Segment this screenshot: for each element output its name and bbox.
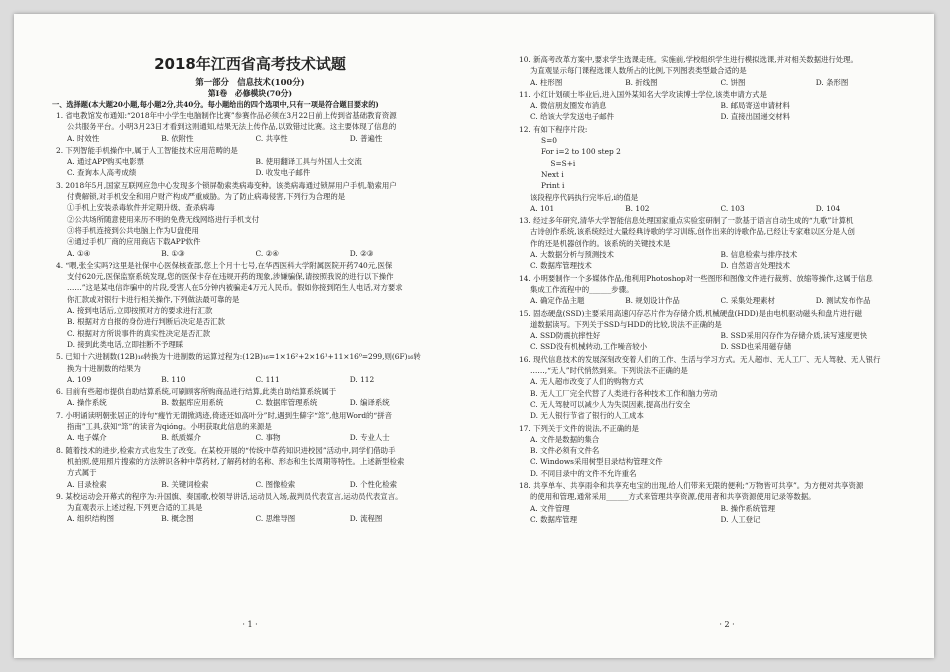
answer-option: B. 数据库应用系统 (161, 398, 224, 408)
question-6 (56, 386, 444, 409)
page-number-2: · 2 · (719, 620, 735, 629)
question-11 (519, 89, 911, 123)
answer-option: D. 个性化检索 (349, 479, 398, 489)
answer-option: A. 109 (67, 374, 92, 384)
options-group (519, 77, 911, 88)
answer-option: C. SSD没有机械转动,工作噪音较小 (530, 342, 648, 352)
options-group (56, 248, 444, 259)
question-13 (519, 215, 911, 271)
question-text-line: 的使用和管理,通常采用______方式来管理共享资源,使用者和共享资源使用记录等数据。 (530, 492, 816, 502)
question-text-line: 18. 共享单车、共享雨伞和共享充电宝的出现,给人们带来无限的便利;“万物皆可共享”。为方便对共享资源 (519, 480, 864, 490)
section-heading: 一、选择题(本大题20小题,每小题2分,共40分。每小题给出的四个选项中,只有一项是符合题目要求的) (52, 100, 379, 109)
answer-option: A. 操作系统 (67, 398, 107, 408)
options-group (519, 376, 911, 421)
answer-option: D. 条形图 (815, 77, 849, 87)
answer-option: C. Windows采用树型目录结构管理文件 (530, 457, 663, 467)
answer-option: A. 文件是数据的集合 (530, 434, 600, 444)
question-text-line: 5. 已知十六进制数(12B)₁₆转换为十进制数的运算过程为:(12B)₁₆=1×16²+2×16¹+11×16⁰=299,则(6F)₁₆转 (56, 352, 421, 362)
options-group (56, 374, 444, 385)
question-text-line: 付费解锁,对手机安全和用户财产构成严重威胁。为了防止病毒侵害,下列行为合理的是 (67, 192, 346, 202)
question-3 (56, 180, 444, 259)
answer-option: B. 无人工厂完全代替了人类进行各种技术工作和脑力劳动 (530, 388, 718, 398)
answer-option: D. 接到此类电话,立即挂断不予理睬 (67, 339, 184, 349)
question-8 (56, 445, 444, 490)
question-5 (56, 351, 444, 385)
question-text-line: 4. “喂,张全实吗?这里是社保中心医保核查部,您上个月十七号,在华西医科大学附属医院开药740元,医保 (56, 260, 393, 270)
answer-option: D. 收发电子邮件 (255, 168, 311, 178)
answer-option: A. 通过APP购买电影票 (67, 157, 145, 167)
question-12 (519, 124, 911, 214)
question-text-line: 14. 小明要制作一个多媒体作品,他利用Photoshop对一些图形和图像文件进行裁剪、放缩等操作,这属于信息 (519, 273, 873, 283)
answer-option: A. SSD防震抗摔性好 (530, 331, 601, 341)
question-text-line: 9. 某校运动会开幕式的程序为:升国旗、奏国歌,校领导讲话,运动员入场,裁判员代表宣言,运动员代表宣言。 (56, 491, 403, 501)
answer-option: D. 测试发布作品 (815, 296, 871, 306)
answer-option: A. 组织结构图 (67, 514, 114, 524)
question-text-line: ②公共场所随意使用来历不明的免费无线网络进行手机支付 (67, 214, 260, 224)
answer-option: C. 采集处理素材 (720, 296, 775, 306)
options-group (56, 156, 444, 179)
answer-option: C. 查询本人高考成绩 (67, 168, 137, 178)
options-group (519, 249, 911, 272)
answer-option: B. 概念图 (161, 514, 194, 524)
question-text-line: 11. 小红计划硕士毕业后,进入国外某知名大学攻读博士学位,该类申请方式是 (519, 89, 767, 99)
question-text-line: 道数据读写。下列关于SSD与HDD的比较,说法不正确的是 (530, 319, 722, 329)
answer-option: A. 电子媒介 (67, 433, 107, 443)
answer-option: D. 专业人士 (349, 433, 390, 443)
question-text-line: 15. 固态硬盘(SSD)主要采用高速闪存芯片作为存储介质,机械硬盘(HDD)是由电机驱动磁头和盘片进行磁 (519, 308, 863, 318)
question-text-line: 为直观表示上述过程,下列更合适的工具是 (67, 503, 203, 513)
options-group (519, 503, 911, 526)
answer-option: C. 根据对方所说事件的真实性决定是否汇款 (67, 328, 211, 338)
answer-option: D. ②③ (349, 248, 374, 258)
answer-option: A. 大数据分析与预测技术 (530, 250, 614, 260)
answer-option: C. 事物 (255, 433, 281, 443)
code-line: Next i (541, 169, 564, 179)
answer-option: A. 目录检索 (67, 479, 107, 489)
question-9 (56, 491, 444, 525)
question-text-line: 13. 经过多年研究,清华大学智能信息处理国家重点实验室研制了一款基于语言自动生成的“九歌”计算机 (519, 216, 854, 226)
answer-option: C. 给该大学发送电子邮件 (530, 112, 614, 122)
question-text-line: 12. 有如下程序片段: (519, 124, 588, 134)
options-group (519, 203, 911, 214)
question-text-line: 6. 目前有些超市提供自助结算系统,可刷顾客所购商品进行结算,此类自助结算系统属于 (56, 387, 337, 397)
answer-option: B. 依附性 (161, 133, 194, 143)
question-text-line: 古诗创作系统,该系统经过大量经典诗歌的学习训练,创作出来的诗歌作品,已经让专家难以区分是人创 (530, 227, 855, 237)
answer-option: B. 102 (625, 203, 650, 213)
question-text-line: 该段程序代码执行完毕后,i的值是 (530, 192, 639, 202)
answer-option: B. 根据对方自报的身份进行判断后决定是否汇款 (67, 317, 225, 327)
question-text-line: 方式属于 (67, 468, 97, 478)
question-text-line: 为直观显示每门课程选课人数所占的比例,下列图表类型最合适的是 (530, 66, 747, 76)
answer-option: B. 关键词检索 (161, 479, 209, 489)
answer-option: B. SSD采用闪存作为存储介质,读写速度更快 (720, 331, 868, 341)
answer-option: C. 饼图 (720, 77, 746, 87)
right-question-list (519, 54, 911, 525)
answer-option: C. 数据库管理系统 (255, 398, 318, 408)
answer-option: C. ②④ (255, 248, 279, 258)
question-text-line: 指南”工具,获知“筇”的读音为qióng。小明获取此信息的来源是 (67, 422, 272, 432)
right-column (519, 14, 911, 526)
question-text-line: 换为十进制数的结果为 (67, 363, 141, 373)
options-group (56, 432, 444, 443)
answer-option: A. 柱形图 (530, 77, 563, 87)
answer-option: C. 图像检索 (255, 479, 296, 489)
question-text-line: 10. 新高考改革方案中,要求学生选课走班。实施前,学校组织学生进行模拟选课,并对相关数据进行处理。 (519, 55, 858, 64)
answer-option: B. 邮局寄送申请材料 (720, 101, 790, 111)
options-group (519, 295, 911, 306)
code-line: S=S+i (541, 158, 576, 168)
answer-option: A. 101 (530, 203, 555, 213)
answer-option: B. 规划设计作品 (625, 296, 680, 306)
answer-option: D. 112 (349, 374, 375, 384)
answer-option: B. 使用翻译工具与外国人士交流 (255, 157, 362, 167)
question-1 (56, 110, 444, 144)
part-heading: 第一部分 信息技术(100分) (195, 77, 305, 87)
question-text-line: 7. 小明诵读明朝张居正的诗句“瘦竹无谓掀鸿迹,倚迹还如高叶分”时,遇到生僻字“筇”,他用Word的“拼音 (56, 410, 392, 420)
code-line: Print i (541, 181, 565, 191)
question-18 (519, 480, 911, 525)
answer-option: D. 普遍性 (349, 133, 383, 143)
answer-option: D. 104 (815, 203, 841, 213)
left-column (52, 14, 444, 526)
options-group (56, 513, 444, 524)
question-text-line: ……,“无人”时代悄然到来。下列说法不正确的是 (530, 366, 688, 376)
question-2 (56, 145, 444, 179)
question-text-line: ④通过手机厂商的应用商店下载APP软件 (67, 237, 201, 247)
answer-option: C. 数据库管理技术 (530, 261, 592, 271)
answer-option: B. 操作系统管理 (720, 503, 775, 513)
answer-option: A. 微信朋友圈发布消息 (530, 101, 607, 111)
question-text-line: 8. 随着技术的进步,检索方式也发生了改变。在某校开展的“传统中草药知识进校园”活动中,同学们借助手 (56, 445, 396, 455)
answer-option: D. 不同目录中的文件不允许重名 (530, 468, 637, 478)
answer-option: A. 文件管理 (530, 503, 570, 513)
question-text-line: 16. 现代信息技术的发展深刻改变着人们的工作、生活与学习方式。无人超市、无人工厂、无人驾驶、无人银行 (519, 354, 881, 364)
options-group (56, 305, 444, 350)
answer-option: B. 文件必须有文件名 (530, 446, 600, 456)
volume-heading: 第Ⅰ卷 必修模块(70分) (207, 89, 293, 98)
exam-title: 2018年江西省高考技术试题 (154, 55, 346, 73)
options-group (56, 133, 444, 144)
answer-option: C. 数据库管理 (530, 514, 578, 524)
answer-option: C. 无人驾驶可以减少人为失误因素,提高出行安全 (530, 399, 691, 409)
answer-option: D. 人工登记 (720, 514, 761, 524)
options-group (519, 330, 911, 353)
question-10 (519, 54, 911, 88)
question-15 (519, 308, 911, 353)
question-text-line: ①手机上安装杀毒软件并定期升级、查杀病毒 (67, 203, 215, 213)
options-group (56, 397, 444, 408)
answer-option: C. 思维导图 (255, 514, 296, 524)
question-text-line: 集成工作流程中的______步骤。 (530, 284, 634, 294)
answer-option: C. 103 (720, 203, 745, 213)
answer-option: D. 直接出国递交材料 (720, 112, 790, 122)
options-group (56, 479, 444, 490)
question-text-line: 3. 2018年5月,国家互联网应急中心发现多个锁屏勒索类病毒变种。该类病毒通过锁屏用户手机,勒索用户 (56, 180, 397, 190)
code-line: For i=2 to 100 step 2 (541, 147, 621, 157)
question-text-line: 机拍照,使用照片搜索的方法辨识各种中草药材,了解药材的名称、形态和生长周期等特性。上述新型检索 (67, 456, 405, 466)
question-16 (519, 354, 911, 422)
question-text-line: 公共服务平台。小明3月23日才看到这则通知,结果无法上传作品,以致错过比赛。这主要体现了信息的 (67, 122, 397, 132)
page-number-1: · 1 · (242, 620, 258, 629)
answer-option: B. 信息检索与排序技术 (720, 250, 798, 260)
answer-option: C. 共享性 (255, 133, 288, 143)
options-group (519, 100, 911, 123)
answer-option: A. 接到电话后,立即按照对方的要求进行汇款 (67, 306, 213, 316)
answer-option: B. 折线图 (625, 77, 658, 87)
question-text-line: 1. 省电教馆发布通知:“2018年中小学生电脑制作比赛”参赛作品必须在3月22日前上传到省基础教育资源 (56, 111, 397, 120)
question-17 (519, 423, 911, 479)
exam-paper (14, 14, 934, 658)
answer-option: A. 确定作品主题 (530, 296, 585, 306)
answer-option: A. ①④ (67, 248, 91, 258)
options-group (519, 434, 911, 479)
answer-option: B. 110 (161, 374, 186, 384)
answer-option: D. 编译系统 (349, 398, 390, 408)
question-4 (56, 260, 444, 350)
question-text-line: 作的还是机器创作的。该系统的关键技术是 (530, 238, 671, 248)
answer-option: A. 无人超市改变了人们的购物方式 (530, 377, 644, 387)
answer-option: C. 111 (255, 374, 280, 384)
answer-option: D. 流程图 (349, 514, 383, 524)
answer-option: D. SSD也采用磁存储 (720, 342, 792, 352)
answer-option: A. 时效性 (67, 133, 100, 143)
answer-option: D. 自然语言处理技术 (720, 261, 790, 271)
answer-option: B. 纸质媒介 (161, 433, 201, 443)
question-text-line: 2. 下列智能手机操作中,属于人工智能技术应用范畴的是 (56, 145, 238, 155)
code-line: S=0 (541, 136, 557, 146)
question-text-line: ……”这是某电信诈骗中的片段,受害人在5分钟内被骗走4万元人民币。假如你接到陌生人电话,对方要求 (67, 283, 403, 293)
question-text-line: 你汇款或对银行卡进行相关操作,下列做法最可靠的是 (67, 294, 240, 304)
question-text-line: 支付620元,医保监察系统发现,您的医保卡存在违规开药的现象,涉嫌骗保,请按照我说的进行以下操作 (67, 272, 394, 282)
answer-option: D. 无人银行节省了银行的人工成本 (530, 411, 644, 421)
question-14 (519, 273, 911, 307)
left-question-list (56, 110, 444, 525)
question-7 (56, 410, 444, 444)
answer-option: B. ①③ (161, 248, 185, 258)
question-text-line: 17. 下列关于文件的说法,不正确的是 (519, 423, 639, 433)
question-text-line: ③将手机连接到公共电脑上作为U盘使用 (67, 225, 199, 235)
